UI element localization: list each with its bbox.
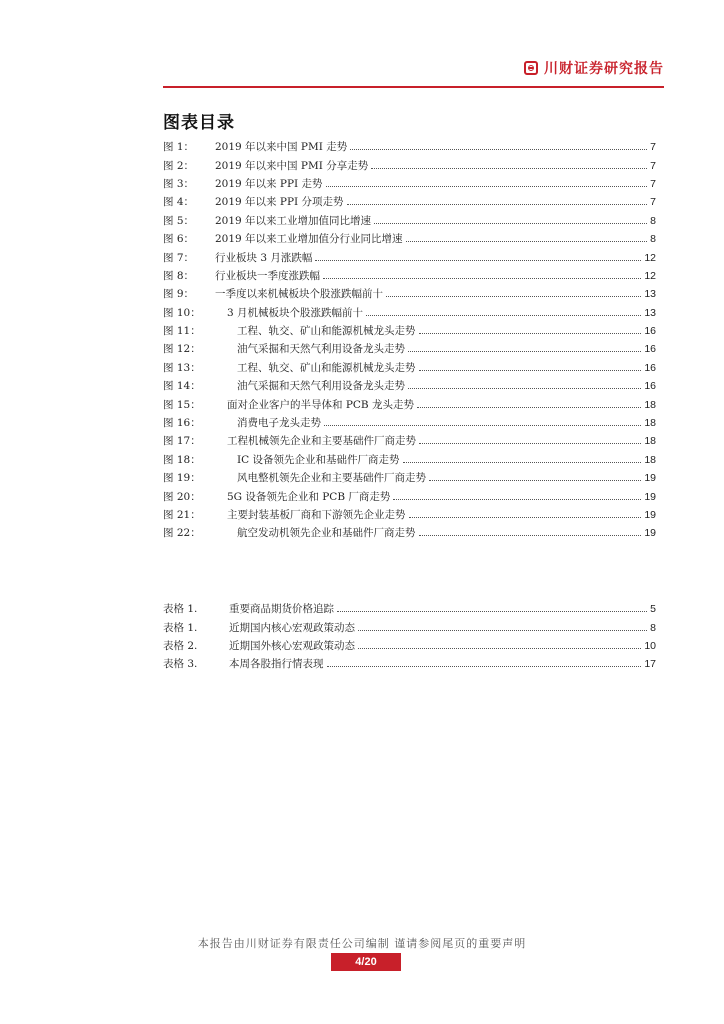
dot-leader [374,222,647,224]
entry-title: 2019 年以来中国 PMI 分享走势 [215,159,369,172]
toc-figure-entry[interactable] [163,506,656,524]
toc-figure-entry[interactable] [163,175,656,193]
dot-leader [350,148,647,150]
entry-label: 图 10： [163,306,201,319]
entry-page-number: 10 [644,639,656,652]
brand [524,58,664,78]
toc-figure-entry[interactable] [163,414,656,432]
entry-title: 风电整机领先企业和主要基础件厂商走势 [237,472,426,485]
dot-leader [371,167,647,169]
entry-page-number: 13 [644,306,656,319]
dot-leader [358,647,641,649]
entry-title: 本周各股指行情表现 [229,658,324,671]
dot-leader [324,424,641,426]
entry-label: 图 18： [163,453,201,466]
entry-title: 航空发动机领先企业和基础件厂商走势 [237,527,416,540]
toc-figure-entry[interactable] [163,322,656,340]
dot-leader [419,442,641,444]
dot-leader [406,240,648,242]
entry-title: 面对企业客户的半导体和 PCB 龙头走势 [227,398,414,411]
entry-label: 图 21： [163,509,201,521]
table-list [163,600,656,674]
dot-leader [408,350,641,352]
entry-page-number: 19 [644,472,656,485]
entry-page-number: 18 [644,435,656,448]
entry-page-number: 16 [644,361,656,374]
entry-label: 图 7： [163,251,195,264]
entry-label: 图 15： [163,398,201,411]
entry-label: 图 5： [163,214,195,227]
entry-page-number: 16 [644,380,656,393]
entry-page-number: 16 [644,343,656,356]
entry-title: 重要商品期货价格追踪 [229,603,334,616]
entry-page-number: 7 [650,177,656,190]
entry-title: 工程、轨交、矿山和能源机械龙头走势 [237,361,416,374]
entry-label: 图 22： [163,527,201,540]
dot-leader [327,665,642,667]
toc-figure-entry[interactable] [163,212,656,230]
entry-page-number: 7 [650,196,656,209]
dot-leader [393,498,641,500]
entry-title: 2019 年以来 PPI 分项走势 [215,196,344,209]
page-number-badge: 4/20 [331,953,401,971]
dot-leader [386,295,641,297]
entry-title: 2019 年以来中国 PMI 走势 [215,141,348,154]
toc-figure-entry[interactable] [163,340,656,358]
entry-page-number: 17 [644,658,656,671]
entry-label: 表格 3. [163,658,198,671]
entry-label: 图 3： [163,177,195,190]
dot-leader [315,259,641,261]
entry-label: 图 2： [163,159,195,172]
toc-figure-entry[interactable] [163,487,656,505]
entry-label: 图 11： [163,325,201,338]
toc-figure-entry[interactable] [163,193,656,211]
toc-figure-entry[interactable] [163,359,656,377]
entry-label: 图 12： [163,343,201,356]
entry-title: 主要封装基板厂商和下游领先企业走势 [227,509,406,521]
entry-page-number: 5 [650,603,656,616]
entry-title: 消费电子龙头走势 [237,417,321,430]
entry-page-number: 18 [644,417,656,430]
toc-figure-entry[interactable] [163,248,656,266]
entry-label: 表格 1. [163,621,198,634]
entry-title: IC 设备领先企业和基础件厂商走势 [237,453,400,466]
entry-label: 表格 2. [163,639,198,652]
dot-leader [419,369,642,371]
toc-figure-entry[interactable] [163,285,656,303]
dot-leader [337,610,647,612]
toc-table-entry[interactable] [163,600,656,618]
toc-figure-entry[interactable] [163,451,656,469]
brand-logo-icon [524,61,538,75]
entry-page-number: 18 [644,398,656,411]
entry-title: 5G 设备领先企业和 PCB 厂商走势 [227,490,391,503]
entry-page-number: 8 [650,621,656,634]
entry-label: 图 6： [163,233,195,246]
entry-label: 图 9： [163,288,195,301]
entry-label: 图 13： [163,361,201,374]
toc-figure-entry[interactable] [163,156,656,174]
toc-figure-entry[interactable] [163,230,656,248]
entry-page-number: 12 [644,269,656,282]
entry-page-number: 19 [644,509,656,521]
entry-label: 图 16： [163,417,201,430]
entry-page-number: 19 [644,527,656,540]
toc-figure-entry[interactable] [163,377,656,395]
entry-title: 2019 年以来工业增加值分行业同比增速 [215,233,403,246]
entry-title: 行业板块 3 月涨跌幅 [215,251,313,264]
entry-title: 近期国外核心宏观政策动态 [229,639,355,652]
dot-leader [408,387,641,389]
dot-leader [326,185,648,187]
entry-label: 图 14： [163,380,201,393]
entry-title: 行业板块一季度涨跌幅 [215,269,320,282]
entry-label: 图 1： [163,141,195,154]
toc-table-entry[interactable] [163,637,656,655]
entry-page-number: 19 [644,490,656,503]
toc-table-entry[interactable] [163,655,656,673]
toc-figure-entry[interactable] [163,267,656,285]
entry-page-number: 13 [644,288,656,301]
dot-leader [419,332,642,334]
entry-label: 图 19： [163,472,201,485]
page-header [163,52,664,88]
entry-label: 图 20： [163,490,201,503]
entry-page-number: 7 [650,141,656,154]
entry-label: 图 17： [163,435,201,448]
toc-table-entry[interactable] [163,618,656,636]
entry-title: 2019 年以来 PPI 走势 [215,177,323,190]
entry-title: 油气采掘和天然气利用设备龙头走势 [237,343,405,356]
entry-title: 近期国内核心宏观政策动态 [229,621,355,634]
entry-label: 表格 1. [163,603,198,616]
entry-page-number: 8 [650,233,656,246]
entry-title: 一季度以来机械板块个股涨跌幅前十 [215,288,383,301]
entry-title: 工程、轨交、矿山和能源机械龙头走势 [237,325,416,338]
dot-leader [429,479,641,481]
dot-leader [366,314,641,316]
brand-name: 川财证券研究报告 [544,61,664,77]
footer-disclaimer: 本报告由川财证券有限责任公司编制 谨请参阅尾页的重要声明 [197,937,527,950]
entry-title: 油气采掘和天然气利用设备龙头走势 [237,380,405,393]
dot-leader [323,277,641,279]
entry-page-number: 12 [644,251,656,264]
dot-leader [409,516,642,518]
toc-title: 图表目录 [163,113,235,133]
dot-leader [419,534,642,536]
toc-figure-entry[interactable] [163,432,656,450]
toc-figure-entry[interactable] [163,524,656,542]
dot-leader [417,406,641,408]
toc-figure-entry[interactable] [163,395,656,413]
entry-title: 工程机械领先企业和主要基础件厂商走势 [227,435,416,448]
entry-page-number: 18 [644,453,656,466]
entry-title: 3 月机械板块个股涨跌幅前十 [227,306,364,319]
entry-page-number: 16 [644,325,656,338]
dot-leader [403,461,642,463]
dot-leader [358,629,647,631]
toc-figure-entry[interactable] [163,304,656,322]
figure-list [163,138,656,543]
toc-figure-entry[interactable] [163,469,656,487]
toc-figure-entry[interactable] [163,138,656,156]
entry-label: 图 8： [163,269,195,282]
entry-title: 2019 年以来工业增加值同比增速 [215,214,372,227]
entry-page-number: 8 [650,214,656,227]
entry-page-number: 7 [650,159,656,172]
dot-leader [347,203,648,205]
entry-label: 图 4： [163,196,195,209]
